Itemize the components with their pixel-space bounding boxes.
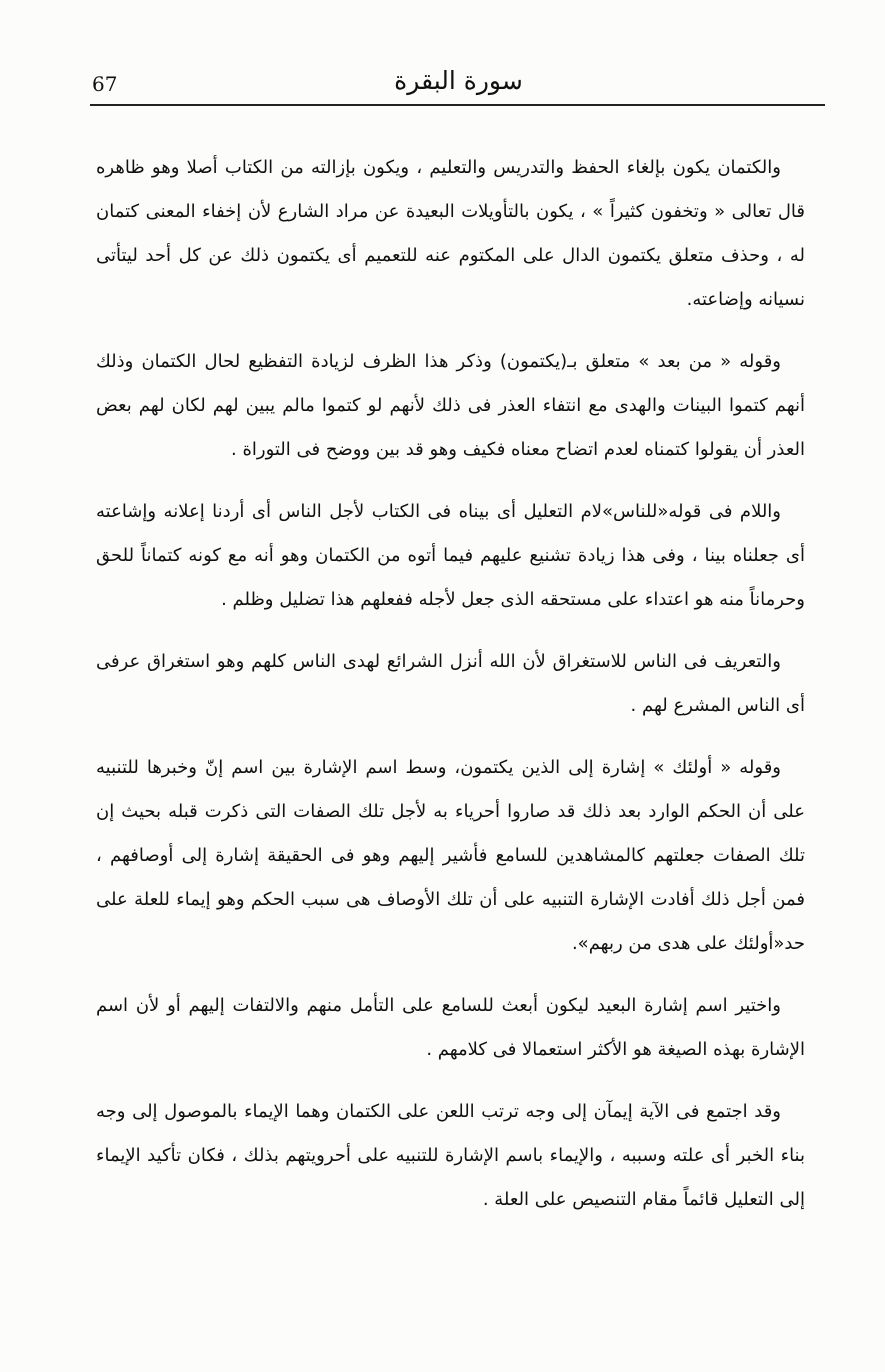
paragraph-6: واختير اسم إشارة البعيد ليكون أبعث للسامع على التأمل منهم والالتفات إليهم أو لأن اسم الإشارة بهذه الصيغة هو الأكثر استعمالا فى كلامهم . [96, 995, 805, 1060]
paragraph-4: والتعريف فى الناس للاستغراق لأن الله أنزل الشرائع لهدى الناس كلهم وهو استغراق عرفى أى الناس المشرع لهم . [96, 651, 805, 716]
paragraph-2: وقوله « من بعد » متعلق بـ(يكتمون) وذكر هذا الظرف لزيادة التفظيع لحال الكتمان وذلك أنهم كتموا البينات والهدى مع انتفاء العذر فى ذلك لأنهم لو كتموا مالم يبين لهم لكان لهم بعض العذر أن يقولوا كتمناه لعدم اتضاح معناه فكيف وهو قد بين ووضح فى التوراة . [96, 351, 805, 460]
paragraph-1: والكتمان يكون بإلغاء الحفظ والتدريس والتعليم ، ويكون بإزالته من الكتاب أصلا وهو ظاهره قال تعالى « وتخفون كثيراً » ، يكون بالتأويلات البعيدة عن مراد الشارع لأن إخفاء المعنى كتمان له ، وحذف متعلق يكتمون الدال على المكتوم عنه للتعميم أى يكتمون ذلك عن كل أحد ليتأتى نسيانه وإضاعته. [96, 157, 805, 310]
running-header [92, 62, 825, 102]
page-body [96, 146, 805, 1222]
paragraph-3: واللام فى قوله«للناس»لام التعليل أى بيناه فى الكتاب لأجل الناس أى أردنا إعلانه وإشاعته أى جعلناه بينا ، وفى هذا زيادة تشنيع عليهم فيما أتوه من الكتمان وهو أنه مع كونه كتماناً للحق وحرماناً منه هو اعتداء على مستحقه الذى جعل لأجله ففعلهم هذا تضليل وظلم . [96, 501, 805, 610]
page-number: 67 [92, 72, 118, 96]
chapter-title: سورة البقرة [394, 66, 523, 95]
header-divider [90, 104, 825, 106]
paragraph-5: وقوله « أولئك » إشارة إلى الذين يكتمون، وسط اسم الإشارة بين اسم إنّ وخبرها للتنبيه على أن الحكم الوارد بعد ذلك قد صاروا أحرياء به لأجل تلك الصفات التى ذكرت قبله بحيث إن تلك الصفات جعلتهم كالمشاهدين للسامع فأشير إليهم وهو فى الحقيقة إشارة إلى أوصافهم ، فمن أجل ذلك أفادت الإشارة التنبيه على أن تلك الأوصاف هى سبب الحكم وهو إيماء للعلة على حد«أولئك على هدى من ربهم». [96, 757, 805, 954]
paragraph-7: وقد اجتمع فى الآية إيمآن إلى وجه ترتب اللعن على الكتمان وهما الإيماء بالموصول إلى وجه بناء الخبر أى علته وسببه ، والإيماء باسم الإشارة للتنبيه على أحرويتهم بذلك ، فكان تأكيد الإيماء إلى التعليل قائماً مقام التنصيص على العلة . [96, 1101, 805, 1210]
